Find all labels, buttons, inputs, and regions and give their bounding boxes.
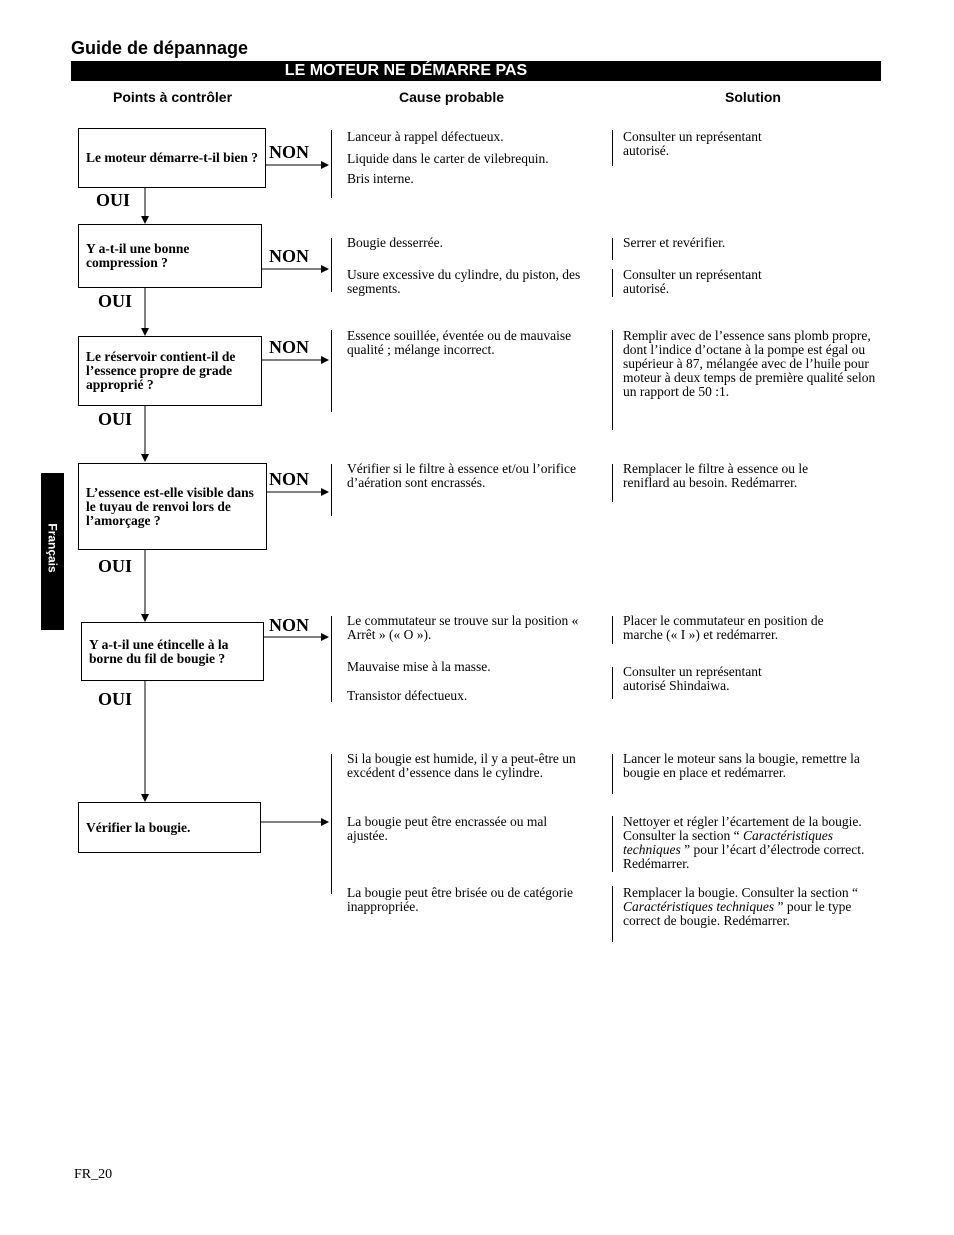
solution-bracket xyxy=(612,330,613,430)
solution-bracket xyxy=(612,130,613,166)
non-label: NON xyxy=(269,142,309,162)
cause-text: Le commutateur se trouve sur la position « Arrêt » (« O »). xyxy=(347,613,579,642)
solution-text: Consulter un représentant autorisé. xyxy=(623,129,762,158)
cause-text: Essence souillée, éventée ou de mauvaise qualité ; mélange incorrect. xyxy=(347,328,572,357)
question-box xyxy=(78,463,267,550)
cause-text: Bougie desserrée. xyxy=(347,235,443,250)
solution-text: Consulter un représentant autorisé Shindaiwa. xyxy=(623,664,762,693)
page-title: Guide de dépannage xyxy=(71,38,249,58)
oui-label: OUI xyxy=(98,556,133,576)
banner-title: LE MOTEUR NE DÉMARRE PAS xyxy=(284,62,528,79)
solution-bracket xyxy=(612,886,613,942)
cause-bracket xyxy=(331,130,332,198)
cause-text: Si la bougie est humide, il y a peut-être un excédent d’essence dans le cylindre. xyxy=(347,751,576,780)
cause-text: Lanceur à rappel défectueux. xyxy=(347,129,504,144)
question-text: Vérifier la bougie. xyxy=(86,819,191,835)
solution-text: Consulter un représentant autorisé. xyxy=(623,267,762,296)
solution-text: Placer le commutateur en position de marche (« I ») et redémarrer. xyxy=(623,613,824,642)
oui-label: OUI xyxy=(98,409,133,429)
solution-text: Remplacer le filtre à essence ou le reniflard au besoin. Redémarrer. xyxy=(623,461,809,490)
oui-label: OUI xyxy=(98,689,133,709)
cause-text: Mauvaise mise à la masse. xyxy=(347,659,491,674)
non-label: NON xyxy=(269,246,309,266)
cause-text: Liquide dans le carter de vilebrequin. xyxy=(347,151,549,166)
column-header-checkpoints: Points à contrôler xyxy=(113,89,233,105)
cause-bracket xyxy=(331,238,332,292)
non-label: NON xyxy=(269,337,309,357)
question-text: Le réservoir contient-il de l’essence propre de grade approprié ? xyxy=(86,349,236,392)
solution-text-part: ” pour le type correct de bougie. Redémarrer. xyxy=(623,899,852,928)
solution-text: Lancer le moteur sans la bougie, remettre la bougie en place et redémarrer. xyxy=(623,751,860,780)
cause-bracket xyxy=(331,464,332,516)
solution-text: Serrer et revérifier. xyxy=(623,235,726,250)
solution-bracket xyxy=(612,816,613,872)
question-text: Le moteur démarre-t-il bien ? xyxy=(86,150,258,165)
question-box xyxy=(78,224,262,288)
question-box xyxy=(78,128,266,188)
language-tab-label: Français xyxy=(45,523,60,573)
solution-text-italic: Caractéristiques techniques xyxy=(623,899,775,914)
cause-text: La bougie peut être encrassée ou mal ajustée. xyxy=(347,814,548,843)
question-text: Y a-t-il une bonne compression ? xyxy=(86,241,190,270)
solution-text-italic: Caractéristiques techniques xyxy=(623,828,833,857)
oui-label: OUI xyxy=(98,291,133,311)
solution-bracket xyxy=(612,269,613,297)
solution-bracket xyxy=(612,754,613,794)
non-label: NON xyxy=(269,615,309,635)
question-box xyxy=(81,622,264,681)
cause-text: Vérifier si le filtre à essence et/ou l’orifice d’aération sont encrassés. xyxy=(347,461,577,490)
solution-text-part: Nettoyer et régler l’écartement de la bougie. Consulter la section “ xyxy=(623,814,862,843)
solution-text xyxy=(623,815,885,871)
solution-text xyxy=(623,886,885,928)
solution-bracket xyxy=(612,616,613,644)
cause-text: Usure excessive du cylindre, du piston, des segments. xyxy=(347,267,581,296)
page-number: FR_20 xyxy=(74,1167,113,1182)
solution-bracket xyxy=(612,238,613,260)
column-header-solution: Solution xyxy=(725,89,781,105)
non-label: NON xyxy=(269,469,309,489)
cause-bracket xyxy=(331,330,332,412)
question-text: Y a-t-il une étincelle à la borne du fil de bougie ? xyxy=(89,636,229,666)
solution-text-part: Remplacer la bougie. Consulter la section “ xyxy=(623,885,859,900)
solution-text-part: ” pour l’écart d’électrode correct. Redémarrer. xyxy=(623,842,865,871)
cause-bracket xyxy=(331,754,332,894)
question-box xyxy=(78,336,262,406)
solution-bracket xyxy=(612,667,613,699)
cause-bracket xyxy=(331,616,332,702)
solution-bracket xyxy=(612,464,613,502)
question-text: L’essence est-elle visible dans le tuyau de renvoi lors de l’amorçage ? xyxy=(86,484,254,528)
column-header-cause: Cause probable xyxy=(399,89,505,105)
oui-label: OUI xyxy=(96,190,131,210)
cause-text: La bougie peut être brisée ou de catégorie inappropriée. xyxy=(347,885,574,914)
cause-text: Bris interne. xyxy=(347,171,414,186)
cause-text: Transistor défectueux. xyxy=(347,688,468,703)
solution-text: Remplir avec de l’essence sans plomb propre, dont l’indice d’octane à la pompe est égal ou supérieur à 87, mélangée avec de l’huile pour moteur à deux temps de première qualité selon un rapport de 50 :1. xyxy=(623,328,876,399)
question-box xyxy=(78,802,261,853)
